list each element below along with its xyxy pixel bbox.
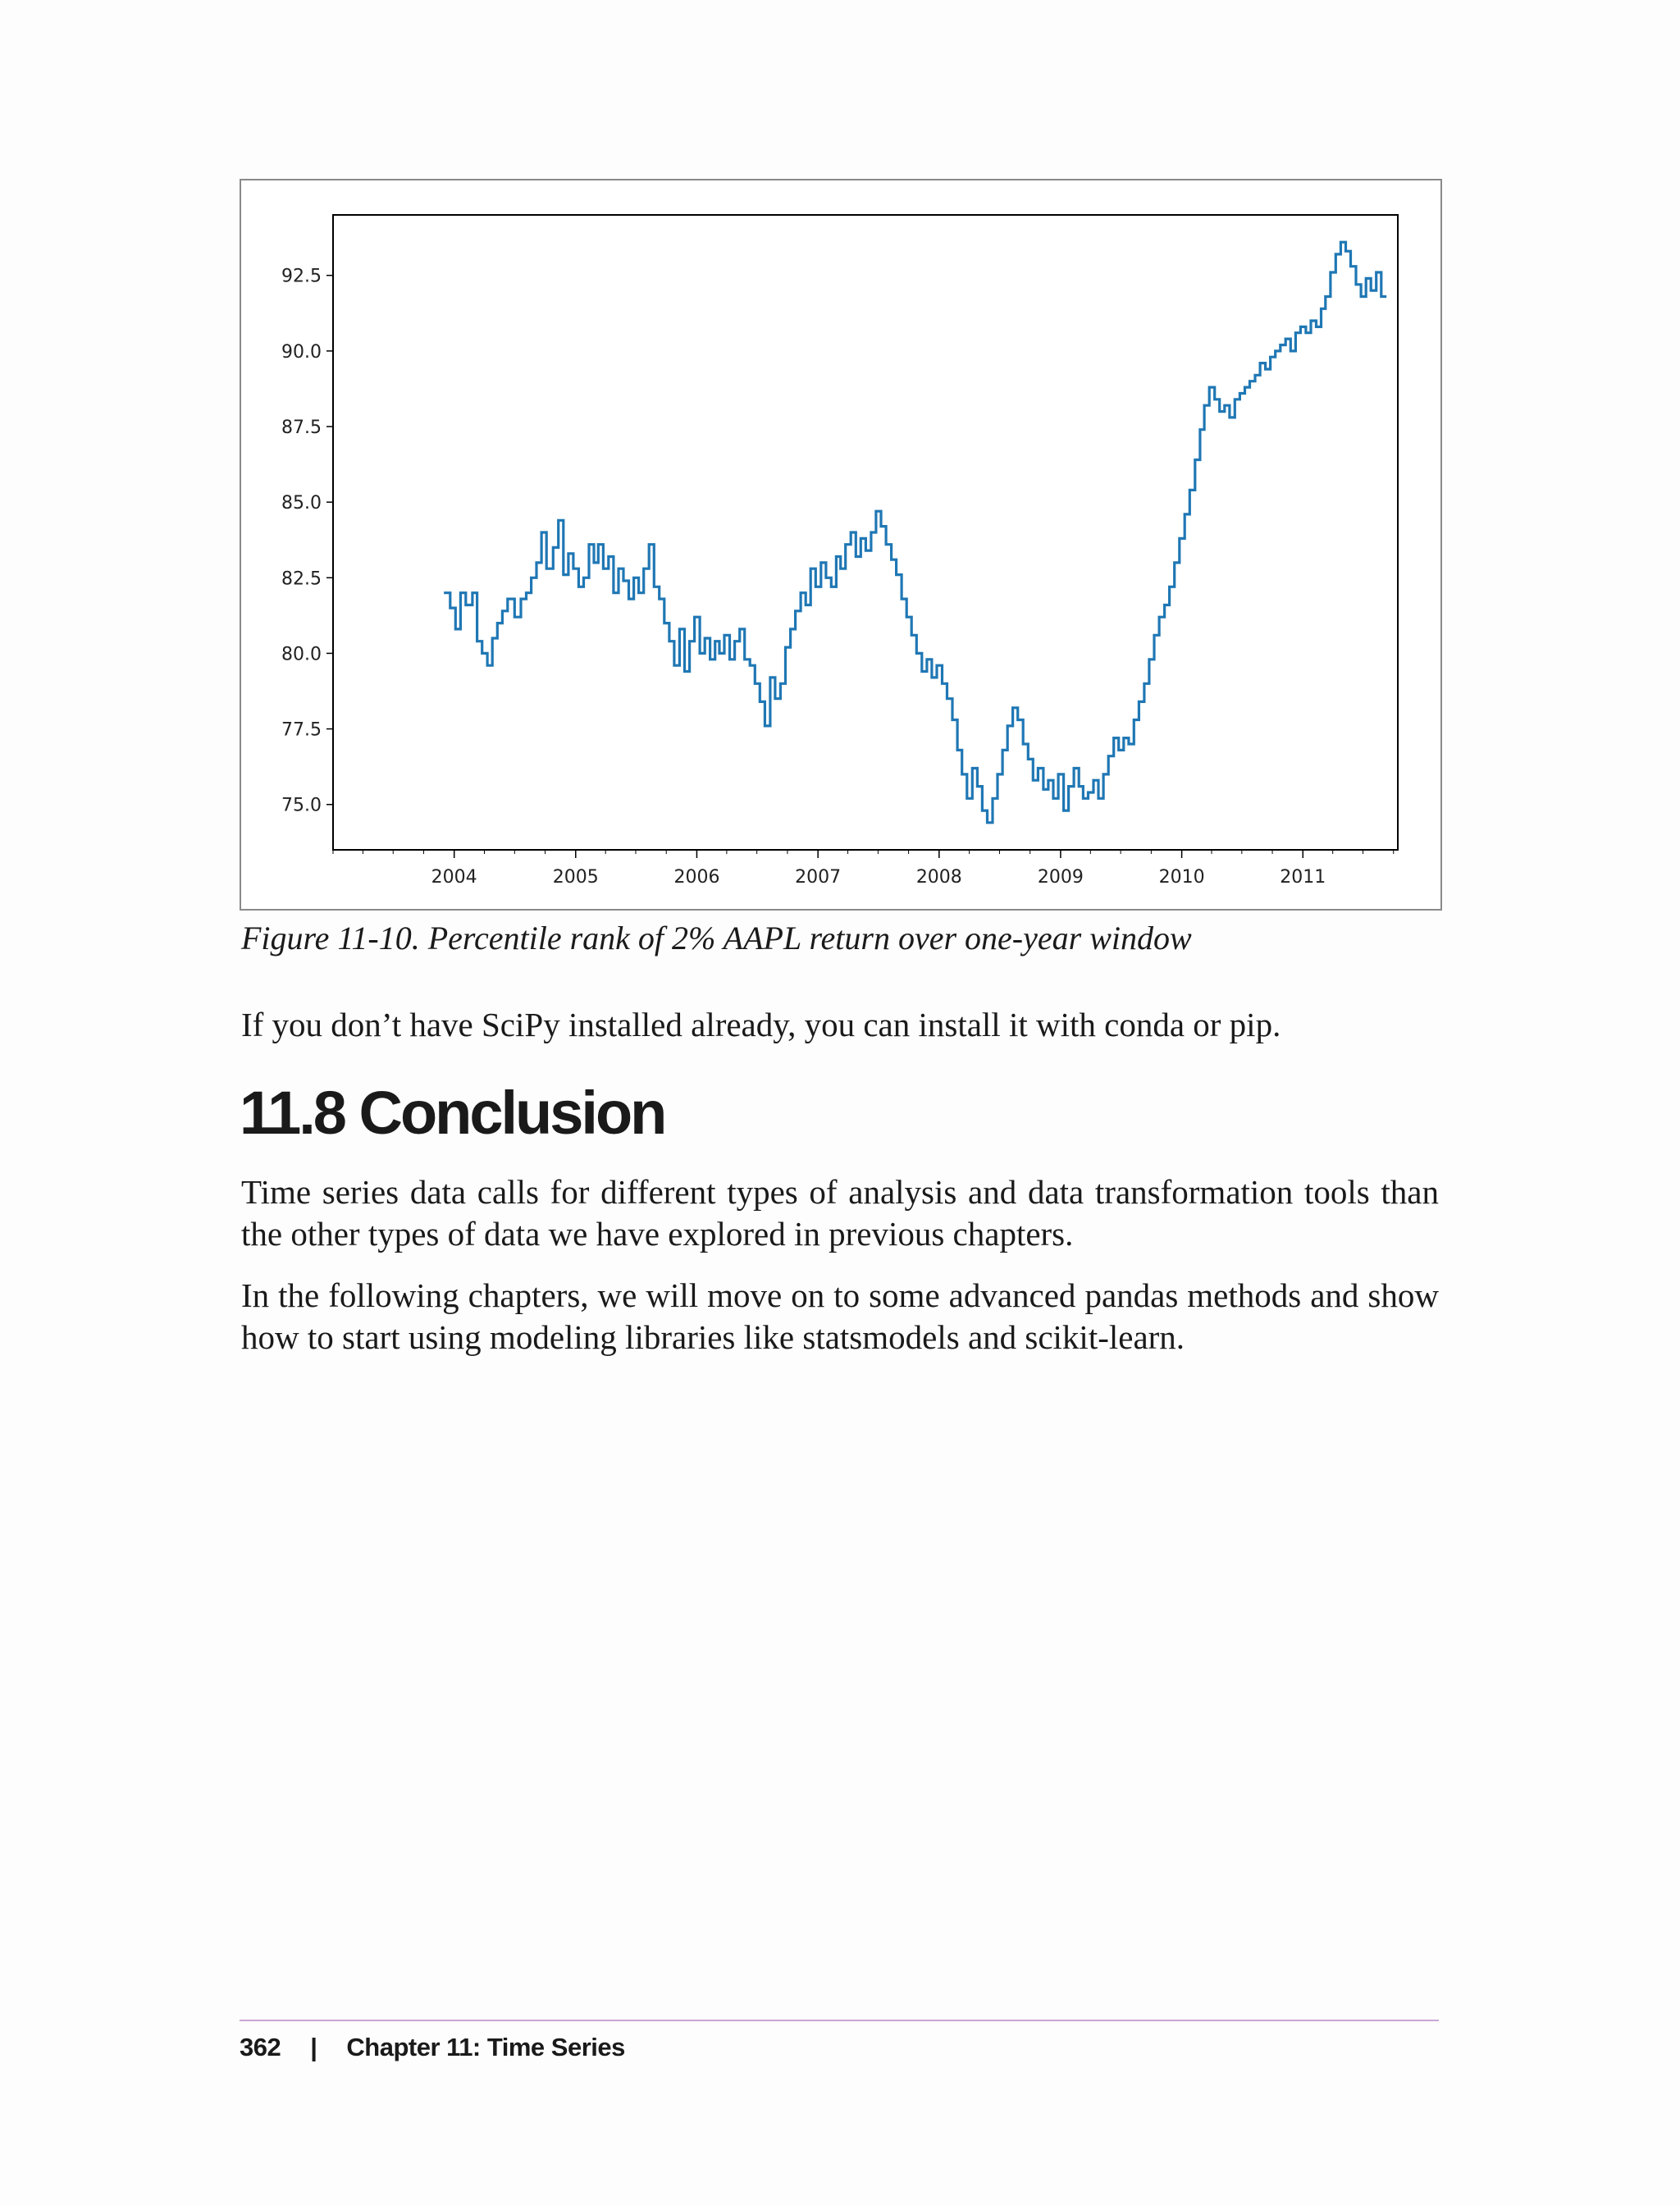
conclusion-paragraph-1: Time series data calls for different types of analysis and data transformation tools than the other types of data we have explored in previous chapters. bbox=[241, 1173, 1439, 1253]
y-tick-label: 87.5 bbox=[281, 418, 322, 438]
y-tick-label: 85.0 bbox=[281, 493, 322, 514]
y-tick-label: 77.5 bbox=[281, 719, 322, 741]
percentile-rank-series-line bbox=[444, 242, 1386, 823]
footer-separator: | bbox=[310, 2033, 317, 2061]
chapter-title: Chapter 11: Time Series bbox=[346, 2033, 625, 2061]
page-footer bbox=[240, 2033, 625, 2062]
conclusion-paragraph-2: In the following chapters, we will move on to some advanced pandas methods and show how to start using modeling libraries like statsmodels and scikit-learn. bbox=[241, 1276, 1439, 1356]
figure-caption: Figure 11-10. Percentile rank of 2% AAPL return over one-year window bbox=[241, 920, 1192, 956]
x-tick-label: 2006 bbox=[673, 867, 720, 888]
x-tick-label: 2011 bbox=[1280, 867, 1326, 888]
x-tick-label: 2005 bbox=[552, 867, 599, 888]
figure-frame bbox=[240, 179, 1442, 911]
scipy-install-paragraph: If you don’t have SciPy installed already, you can install it with conda or pip. bbox=[241, 1006, 1281, 1043]
x-tick-label: 2010 bbox=[1158, 867, 1205, 888]
y-tick-label: 75.0 bbox=[281, 795, 322, 816]
x-tick-label: 2008 bbox=[915, 867, 962, 888]
x-tick-label: 2004 bbox=[431, 867, 477, 888]
x-tick-label: 2007 bbox=[795, 867, 842, 888]
page-number: 362 bbox=[240, 2033, 281, 2061]
y-tick-label: 80.0 bbox=[281, 644, 322, 665]
plot-frame bbox=[333, 215, 1398, 850]
y-tick-label: 90.0 bbox=[281, 341, 322, 363]
y-tick-label: 82.5 bbox=[281, 568, 322, 590]
y-tick-label: 92.5 bbox=[281, 266, 322, 287]
percentile-rank-line-chart bbox=[241, 180, 1440, 909]
footer-divider bbox=[240, 2020, 1439, 2021]
x-tick-label: 2009 bbox=[1037, 867, 1084, 888]
section-heading: 11.8 Conclusion bbox=[240, 1079, 665, 1147]
